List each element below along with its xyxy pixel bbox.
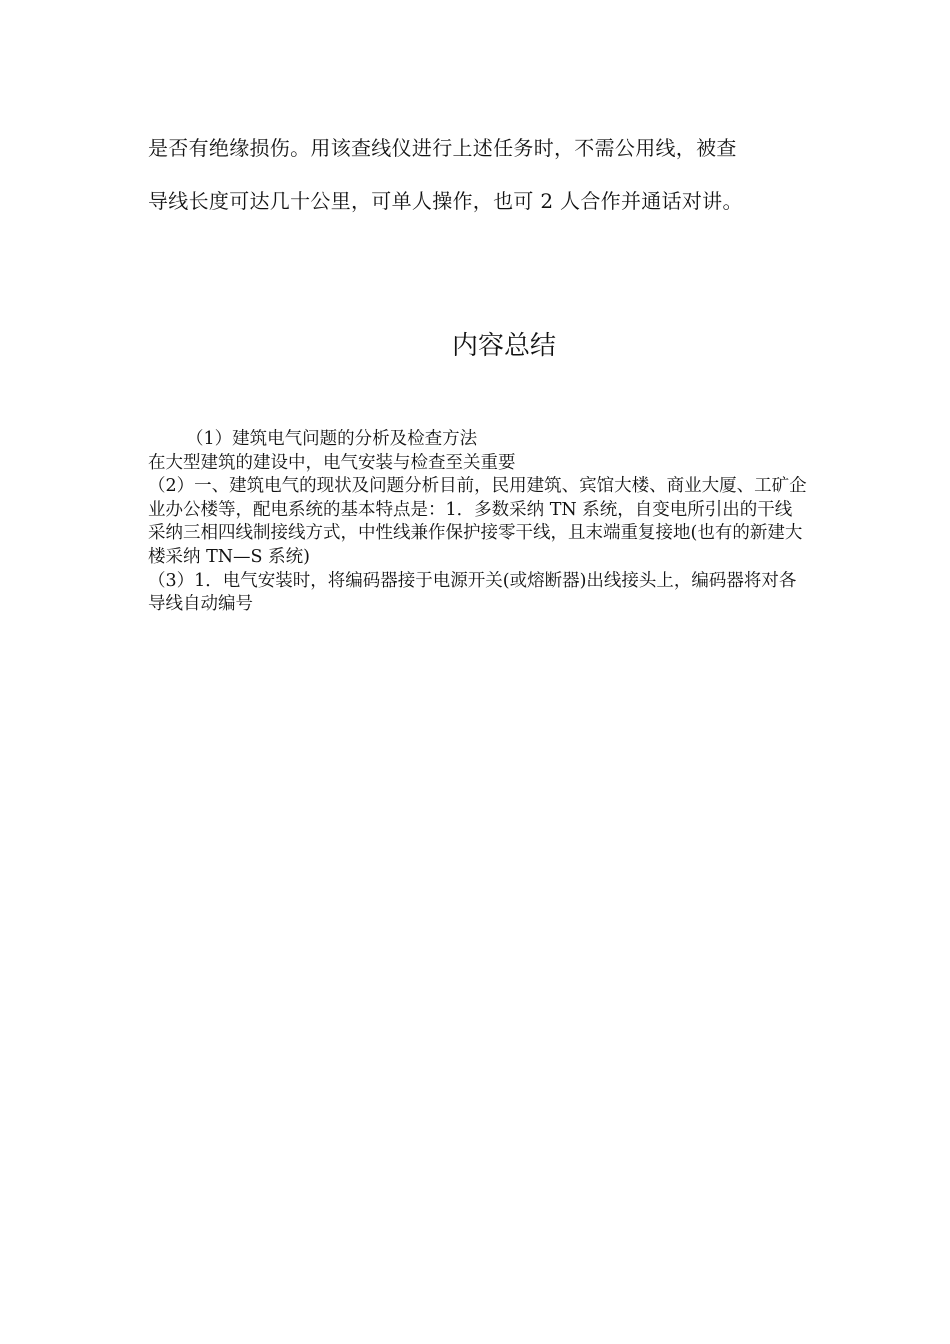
summary-item-2-text: （2）一、建筑电气的现状及问题分析目前，民用建筑、宾馆大楼、商业大厦、工矿企业办公楼等，配电系统的基本特点是：1．多数采纳 TN 系统，自变电所引出的干线采纳三相四线制接线方式，中性线兼作保护接零干线，且末端重复接地(也有的新建大楼采纳 TN—S 系统) xyxy=(148,476,807,567)
summary-item-3-text: （3）1．电气安装时，将编码器接于电源开关(或熔断器)出线接头上，编码器将对各导线自动编号 xyxy=(148,570,797,615)
intro-line-2: 导线长度可达几十公里，可单人操作，也可 2 人合作并通话对讲。 xyxy=(148,189,743,213)
summary-title: 内容总结 xyxy=(451,331,556,361)
summary-body xyxy=(148,428,808,617)
intro-line-1: 是否有绝缘损伤。用该查线仪进行上述任务时，不需公用线，被查 xyxy=(148,136,737,160)
summary-item-1-text: 在大型建筑的建设中，电气安装与检查至关重要 xyxy=(148,452,516,473)
summary-item-1-heading: （1）建筑电气问题的分析及检查方法 xyxy=(186,429,478,449)
intro-paragraph xyxy=(148,122,848,228)
